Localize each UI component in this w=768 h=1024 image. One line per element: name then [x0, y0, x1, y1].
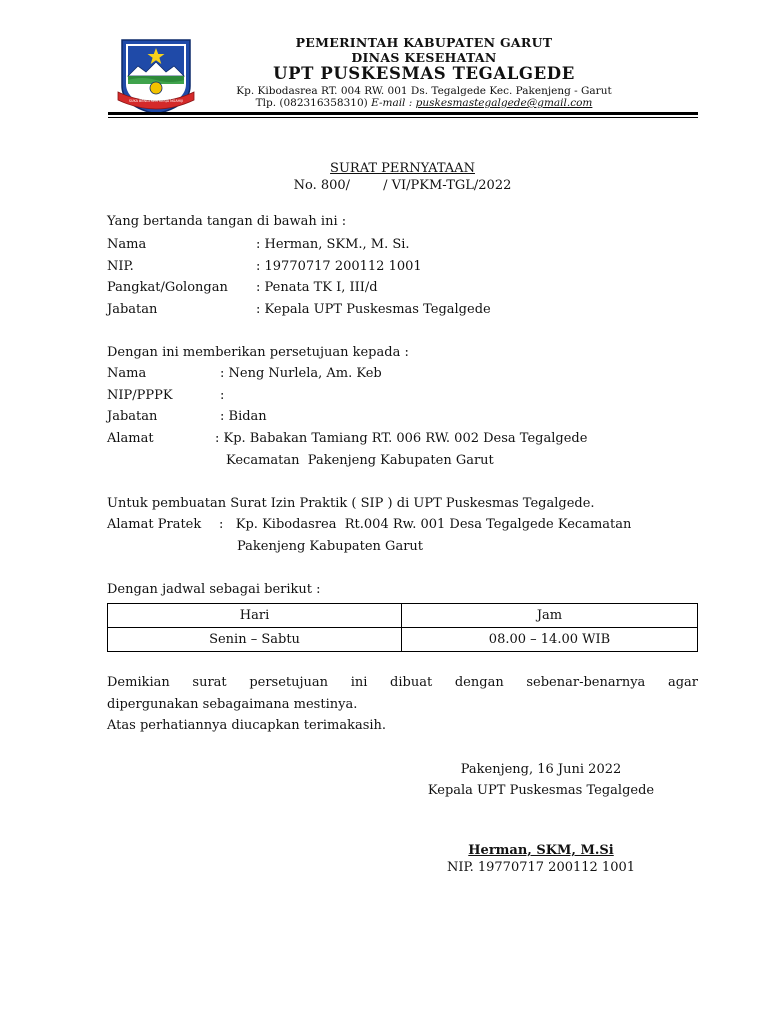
signature-position: Kepala UPT Puskesmas Tegalgede — [427, 783, 655, 798]
signature-place-date: Pakenjeng, 16 Juni 2022 — [460, 762, 622, 777]
signer-position-value: : Kepala UPT Puskesmas Tegalgede — [256, 302, 491, 317]
letterhead-institution: UPT PUSKESMAS TEGALGEDE — [273, 64, 575, 83]
signer-nip-label: NIP. — [107, 259, 134, 274]
purpose-text: Untuk pembuatan Surat Izin Praktik ( SIP ) di UPT Puskesmas Tegalgede. — [107, 496, 595, 511]
letterhead-rule-thin — [108, 117, 698, 118]
signer-name-label: Nama — [107, 237, 147, 252]
recipient-nip-value: : — [220, 388, 225, 403]
practice-address-label: Alamat Pratek — [107, 517, 202, 532]
recipient-nip-label: NIP/PPPK — [107, 388, 173, 403]
puskesmas-logo — [116, 36, 196, 116]
table-header-day: Hari — [108, 604, 402, 628]
practice-address-continued: Pakenjeng Kabupaten Garut — [237, 539, 424, 554]
table-header-time: Jam — [402, 604, 698, 628]
letterhead-department: DINAS KESEHATAN — [351, 50, 497, 65]
document-number: No. 800/ / VI/PKM-TGL/2022 — [293, 178, 512, 193]
table-header-row — [108, 604, 698, 628]
closing-line-3: Atas perhatiannya diucapkan terimakasih. — [107, 718, 387, 733]
signer-rank-label: Pangkat/Golongan — [107, 280, 228, 295]
recipient-address-value: : Kp. Babakan Tamiang RT. 006 RW. 002 Desa Tegalgede — [215, 431, 588, 446]
practice-address-value: : Kp. Kibodasrea Rt.004 Rw. 001 Desa Tegalgede Kecamatan — [219, 517, 632, 532]
letterhead-contact — [226, 97, 622, 109]
letterhead-government: PEMERINTAH KABUPATEN GARUT — [295, 35, 553, 50]
signer-intro: Yang bertanda tangan di bawah ini : — [107, 214, 347, 229]
table-cell-day: Senin – Sabtu — [108, 628, 402, 652]
table-row — [108, 628, 698, 652]
document-title: SURAT PERNYATAAN — [330, 161, 475, 176]
recipient-position-value: : Bidan — [220, 409, 267, 424]
schedule-intro: Dengan jadwal sebagai berikut : — [107, 582, 321, 597]
table-cell-time: 08.00 – 14.00 WIB — [402, 628, 698, 652]
signer-position-label: Jabatan — [107, 302, 158, 317]
recipient-position-label: Jabatan — [107, 409, 158, 424]
recipient-address-continued: Kecamatan Pakenjeng Kabupaten Garut — [226, 453, 494, 468]
signer-name-value: : Herman, SKM., M. Si. — [256, 237, 410, 252]
recipient-intro: Dengan ini memberikan persetujuan kepada : — [107, 345, 409, 360]
signer-nip-value: : 19770717 200112 1001 — [256, 259, 422, 274]
signature-nip: NIP. 19770717 200112 1001 — [446, 860, 636, 875]
letterhead-address: Kp. Kibodasrea RT. 004 RW. 001 Ds. Tegalgede Kec. Pakenjeng - Garut — [236, 85, 612, 97]
closing-line-2: dipergunakan sebagaimana mestinya. — [107, 697, 358, 712]
signer-rank-value: : Penata TK I, III/d — [256, 280, 378, 295]
logo-motto: SUKA BENGTREM KERJA NGAHIJI — [128, 99, 184, 103]
letterhead-email-label: E-mail : — [371, 97, 413, 109]
recipient-address-label: Alamat — [107, 431, 154, 446]
recipient-name-label: Nama — [107, 366, 147, 381]
schedule-table — [107, 603, 698, 652]
letterhead-email-link[interactable]: puskesmastegalgede@gmail.com — [415, 97, 593, 109]
recipient-name-value: : Neng Nurlela, Am. Keb — [220, 366, 382, 381]
signature-name: Herman, SKM, M.Si — [468, 843, 614, 858]
closing-line-1: Demikian surat persetujuan ini dibuat dengan sebenar-benarnya agar — [107, 675, 698, 690]
letterhead-phone: Tlp. (082316358310) — [255, 97, 368, 109]
letterhead-rule-thick — [108, 112, 698, 115]
